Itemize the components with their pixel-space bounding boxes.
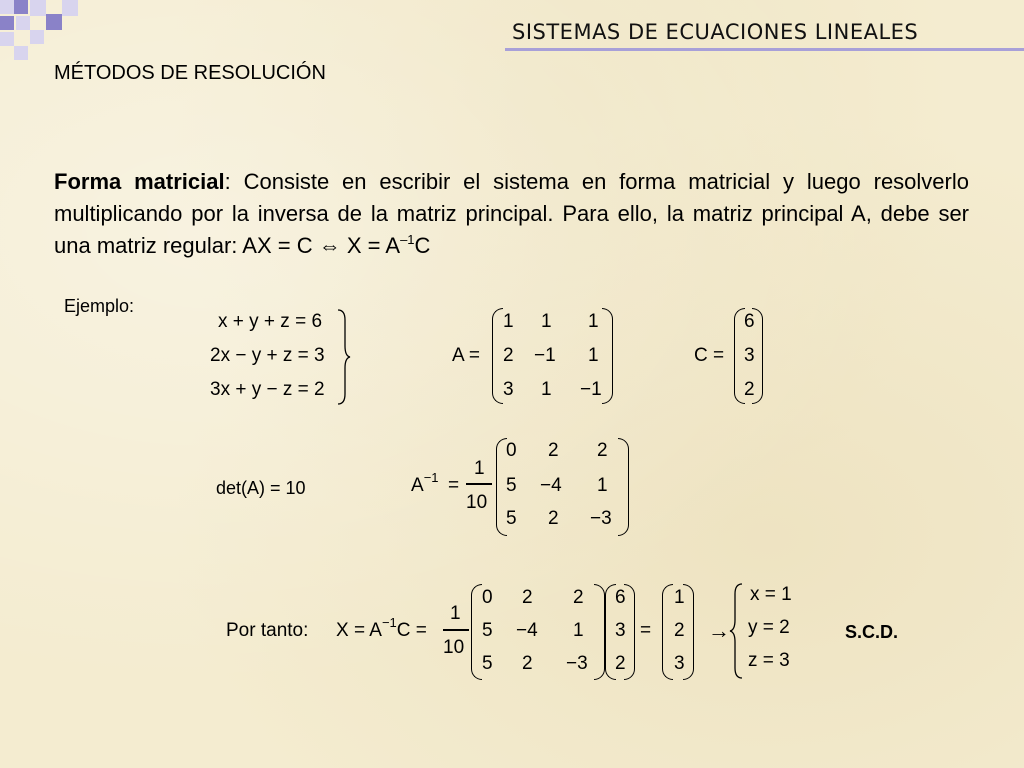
M-cell: 2 <box>522 653 533 674</box>
conclusion-equals: = <box>640 620 652 641</box>
bold-term: Forma matricial <box>54 169 225 194</box>
Ainv-cell: 0 <box>506 440 517 461</box>
conclusion-fraction-bar <box>443 629 469 631</box>
A-cell: −1 <box>580 379 602 400</box>
matrix-A-label: A = <box>452 345 480 366</box>
conclusion-fraction-denominator: 10 <box>443 637 465 658</box>
A-cell: 3 <box>503 379 514 400</box>
M-cell: 5 <box>482 653 493 674</box>
Ainv-cell: 2 <box>548 440 559 461</box>
Ainv-equals: = <box>448 475 460 496</box>
solution-y: y = 2 <box>748 617 790 638</box>
A-cell: 1 <box>503 311 514 332</box>
implies-arrow: → <box>708 618 730 643</box>
M-cell: 5 <box>482 620 493 641</box>
M-cell: 1 <box>573 620 584 641</box>
Cvec-cell: 6 <box>615 587 626 608</box>
C-cell: 2 <box>744 379 755 400</box>
A-cell: 1 <box>588 311 599 332</box>
Ainv-cell: 2 <box>548 508 559 529</box>
example-label: Ejemplo: <box>64 296 135 316</box>
M-cell: 2 <box>522 587 533 608</box>
Ainv-cell: 2 <box>597 440 608 461</box>
decor-square <box>14 46 28 60</box>
definition-paragraph <box>54 166 969 262</box>
paragraph-text-final: C <box>414 233 431 258</box>
determinant: det(A) = 10 <box>216 478 306 498</box>
M-cell: −4 <box>516 620 538 641</box>
matrix-A-left-bracket <box>492 308 503 404</box>
conclusion-fraction-numerator: 1 <box>450 603 461 624</box>
M-cell: 0 <box>482 587 493 608</box>
left-brace <box>728 582 744 680</box>
C-cell: 6 <box>744 311 755 332</box>
decor-square <box>30 30 44 44</box>
M-right-bracket <box>594 584 605 680</box>
R-right-bracket <box>683 584 694 680</box>
fraction-numerator: 1 <box>474 458 485 479</box>
R-left-bracket <box>662 584 673 680</box>
decor-square <box>30 0 46 16</box>
slide-title: SISTEMAS DE ECUACIONES LINEALES <box>512 20 919 44</box>
title-underline <box>505 48 1024 51</box>
decor-square <box>14 0 28 14</box>
conclusion-label: Por tanto: <box>226 620 309 641</box>
decor-square <box>0 32 14 46</box>
paragraph-text-end: X = A <box>340 233 401 258</box>
R-cell: 3 <box>674 653 685 674</box>
M-cell: −3 <box>566 653 588 674</box>
solution-z: z = 3 <box>748 650 790 671</box>
decor-square <box>16 16 30 30</box>
Ainv-cell: −4 <box>540 475 562 496</box>
decor-square <box>62 0 78 16</box>
A-cell: −1 <box>534 345 556 366</box>
Ainv-label: $A^{-1}$ <box>411 470 439 496</box>
M-left-bracket <box>471 584 482 680</box>
matrix-C-right-bracket <box>752 308 763 404</box>
A-cell: 1 <box>541 311 552 332</box>
paragraph-exponent: –1 <box>400 232 415 247</box>
A-cell: 1 <box>541 379 552 400</box>
decor-square <box>0 16 14 30</box>
slide-subtitle: MÉTODOS DE RESOLUCIÓN <box>54 62 326 84</box>
A-cell: 1 <box>588 345 599 366</box>
paragraph-text: : Consiste en escribir el sistema en forma matricial y luego resolverlo multiplicando por la inversa de la matriz principal. Para ello, la matriz principal A, debe ser una matriz regular: AX = C <box>54 169 969 258</box>
Ainv-cell: 1 <box>597 475 608 496</box>
system-eq-1: x + y + z = 6 <box>218 311 323 332</box>
scd-label: S.C.D. <box>845 622 899 642</box>
Cvec-cell: 2 <box>615 653 626 674</box>
equiv-symbol: ⇔ <box>318 233 341 258</box>
decor-square <box>46 14 62 30</box>
C-cell: 3 <box>744 345 755 366</box>
fraction-bar <box>466 483 492 485</box>
R-cell: 2 <box>674 620 685 641</box>
system-eq-3: 3x + y − z = 2 <box>210 379 325 400</box>
Ainv-cell: −3 <box>590 508 612 529</box>
system-eq-2: 2x − y + z = 3 <box>210 345 325 366</box>
matrix-C-label: C = <box>694 345 725 366</box>
right-brace <box>336 308 352 406</box>
solution-x: x = 1 <box>750 584 792 605</box>
M-cell: 2 <box>573 587 584 608</box>
Ainv-cell: 5 <box>506 508 517 529</box>
Cvec-cell: 3 <box>615 620 626 641</box>
decor-square <box>0 0 14 14</box>
matrix-A-right-bracket <box>602 308 613 404</box>
conclusion-lhs: $X = A^{-1}C$ = <box>336 615 427 641</box>
A-cell: 2 <box>503 345 514 366</box>
Ainv-cell: 5 <box>506 475 517 496</box>
Cvec-right-bracket <box>624 584 635 680</box>
Ainv-right-bracket <box>618 438 629 536</box>
R-cell: 1 <box>674 587 685 608</box>
fraction-denominator: 10 <box>466 492 488 513</box>
